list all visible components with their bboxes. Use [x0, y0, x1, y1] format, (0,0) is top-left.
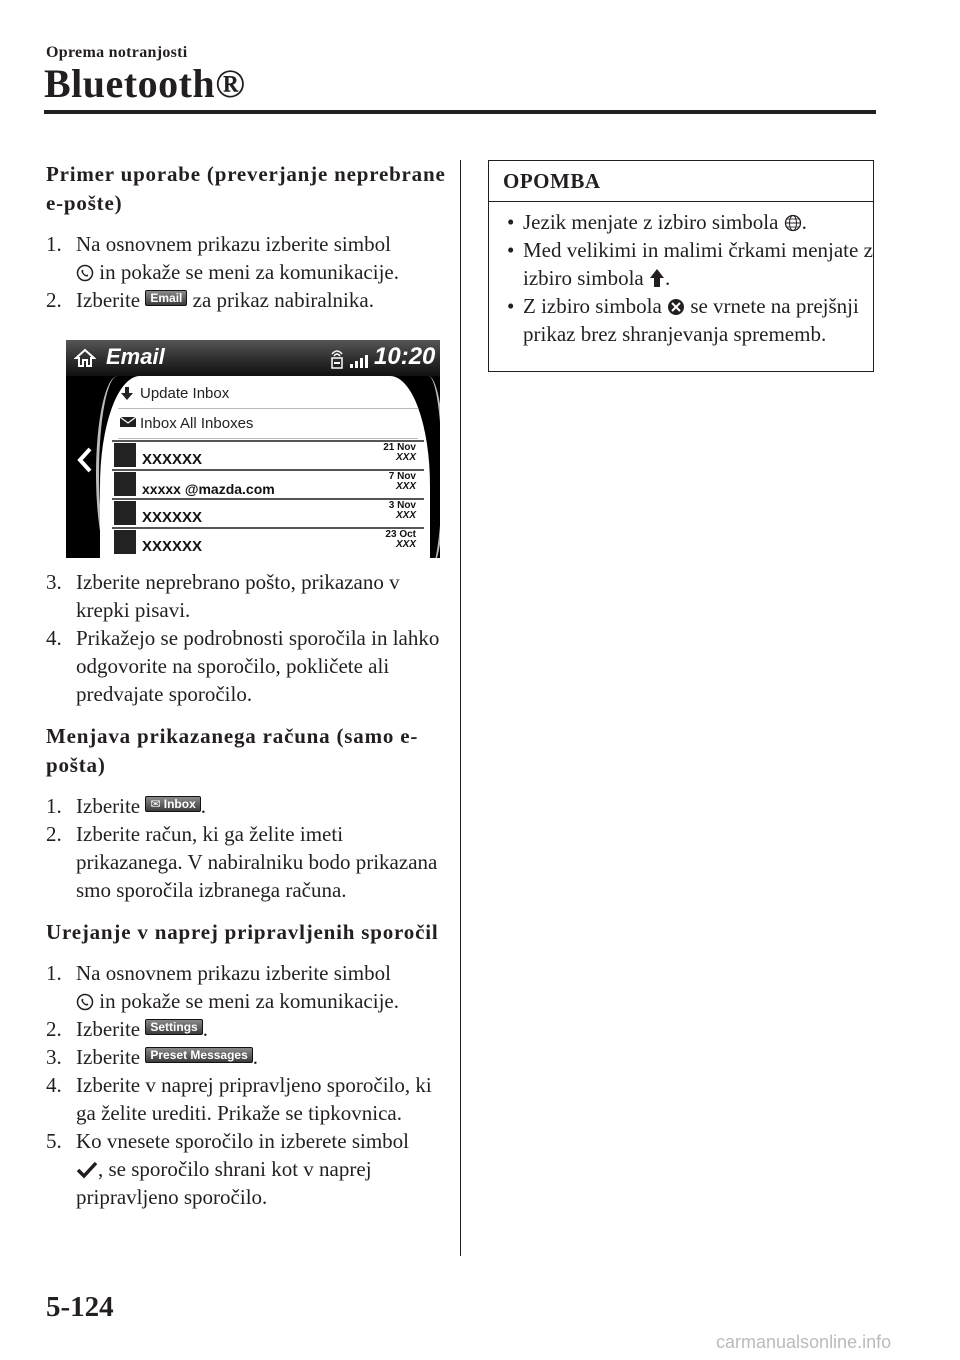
note-text: .	[664, 266, 671, 290]
email-button-icon: Email	[145, 290, 187, 306]
signal-status-icon	[328, 346, 370, 370]
step	[46, 792, 446, 820]
note-title: OPOMBA	[489, 161, 873, 202]
email-screen-illustration	[66, 340, 440, 558]
step	[46, 568, 446, 624]
step-number: 2.	[46, 822, 62, 846]
message-row[interactable]	[112, 498, 424, 528]
step-text: , se sporočilo shrani kot v naprej pripravljeno sporočilo.	[76, 1157, 372, 1209]
left-column	[46, 160, 446, 1211]
globe-icon	[784, 214, 802, 232]
message-sender: XXXXXX	[142, 451, 203, 468]
inbox-button-icon: ✉ Inbox	[145, 796, 200, 812]
step	[46, 230, 446, 286]
step-text: Ko vnesete sporočilo in izberete simbol	[76, 1129, 409, 1153]
step-number: 3.	[46, 1045, 62, 1069]
steps-preset-messages	[46, 959, 446, 1211]
message-row[interactable]	[112, 469, 424, 499]
step	[46, 1127, 446, 1211]
step-number: 1.	[46, 961, 62, 985]
step-text: Izberite v naprej pripravljeno sporočilo, ki ga želite urediti. Prikaže se tipkovnica.	[76, 1073, 432, 1125]
communication-icon	[76, 993, 94, 1011]
note-item	[489, 292, 873, 348]
page-number: 5-124	[46, 1291, 114, 1323]
message-sender: XXXXXX	[142, 538, 203, 555]
note-text: Med velikimi in malimi črkami menjate z izbiro simbola	[523, 238, 873, 290]
preset-messages-button-icon: Preset Messages	[145, 1047, 252, 1063]
steps-change-account	[46, 792, 446, 904]
message-row[interactable]	[112, 527, 424, 557]
menu-update-inbox[interactable]	[118, 380, 418, 409]
step-text: Izberite	[76, 288, 141, 312]
step-text: Izberite neprebrano pošto, prikazano v krepki pisavi.	[76, 570, 400, 622]
note-text: .	[801, 210, 807, 234]
step-text: .	[202, 1017, 208, 1041]
settings-button-icon: Settings	[145, 1019, 202, 1035]
communication-icon	[76, 264, 94, 282]
step-text: za prikaz nabiralnika.	[192, 288, 374, 312]
step	[46, 820, 446, 904]
contact-avatar-icon	[114, 472, 136, 496]
step-number: 4.	[46, 626, 62, 650]
step	[46, 1043, 446, 1071]
header-rule	[44, 110, 876, 114]
step-number: 3.	[46, 570, 62, 594]
screen-title: Email	[106, 344, 165, 369]
step-number: 1.	[46, 794, 62, 818]
message-sender: XXXXXX	[142, 509, 203, 526]
message-date: 21 Nov XXX	[383, 442, 416, 463]
message-date: 3 Nov XXX	[388, 500, 416, 521]
step-text: in pokaže se meni za komunikacije.	[99, 989, 399, 1013]
step-text: .	[200, 794, 207, 818]
note-text: Z izbiro simbola	[523, 294, 662, 318]
checkmark-icon	[76, 1161, 98, 1179]
step-number: 4.	[46, 1073, 62, 1097]
note-list	[489, 202, 873, 348]
contact-avatar-icon	[114, 443, 136, 467]
download-icon	[120, 386, 134, 402]
heading-change-account: Menjava prikazanega računa (samo e-pošta)	[46, 724, 419, 777]
home-icon	[74, 348, 96, 368]
section-label: Oprema notranjosti	[46, 44, 188, 61]
step-number: 2.	[46, 288, 62, 312]
step-number: 1.	[46, 232, 62, 256]
heading-unread-email: Primer uporabe (preverjanje neprebrane e-pošte)	[46, 162, 446, 215]
menu-label: Update Inbox	[140, 385, 230, 402]
step-text: .	[252, 1045, 259, 1069]
step-text: Prikažejo se podrobnosti sporočila in lahko odgovorite na sporočilo, pokličete ali predvajate sporočilo.	[76, 626, 440, 706]
note-text: se vrnete na prejšnji prikaz brez shranjevanja sprememb.	[523, 294, 859, 346]
heading-preset-messages: Urejanje v naprej pripravljenih sporočil	[46, 920, 439, 944]
note-item	[489, 208, 873, 236]
step-number: 2.	[46, 1017, 62, 1041]
menu-inbox-all[interactable]	[118, 410, 418, 439]
bullet: •	[507, 294, 515, 318]
column-divider	[460, 160, 461, 1256]
contact-avatar-icon	[114, 530, 136, 554]
step	[46, 286, 446, 314]
steps-unread-email-cont	[46, 568, 446, 708]
step	[46, 1015, 446, 1043]
envelope-icon	[120, 416, 136, 428]
step-text: Izberite	[76, 1017, 141, 1041]
note-text: Jezik menjate z izbiro simbola	[523, 210, 779, 234]
message-date: 23 Oct XXX	[385, 529, 416, 550]
step-text: in pokaže se meni za komunikacije.	[99, 260, 399, 284]
steps-unread-email	[46, 230, 446, 314]
step-text: Izberite	[76, 1045, 141, 1069]
step	[46, 1071, 446, 1127]
menu-label: Inbox All Inboxes	[140, 415, 254, 432]
note-box	[488, 160, 874, 372]
step-text: Na osnovnem prikazu izberite simbol	[76, 232, 391, 256]
step	[46, 624, 446, 708]
message-sender: xxxxx @mazda.com	[142, 481, 275, 497]
step-text: Izberite	[76, 794, 141, 818]
bullet: •	[507, 210, 515, 234]
screen-clock: 10:20	[374, 343, 436, 370]
chapter-title: Bluetooth®	[44, 61, 246, 106]
watermark-text: carmanualsonline.info	[716, 1332, 892, 1352]
message-date: 7 Nov XXX	[388, 471, 416, 492]
step-text: Izberite račun, ki ga želite imeti prikazanega. V nabiralniku bodo prikazana smo sporočila izbranega računa.	[76, 822, 438, 902]
contact-avatar-icon	[114, 501, 136, 525]
bullet: •	[507, 238, 515, 262]
note-item	[489, 236, 873, 292]
shift-arrow-icon	[649, 268, 665, 288]
step-text: Na osnovnem prikazu izberite simbol	[76, 961, 391, 985]
chevron-left-icon[interactable]	[76, 446, 94, 474]
step	[46, 959, 446, 1015]
message-row[interactable]	[112, 440, 424, 470]
cancel-icon	[667, 298, 685, 316]
step-number: 5.	[46, 1129, 62, 1153]
